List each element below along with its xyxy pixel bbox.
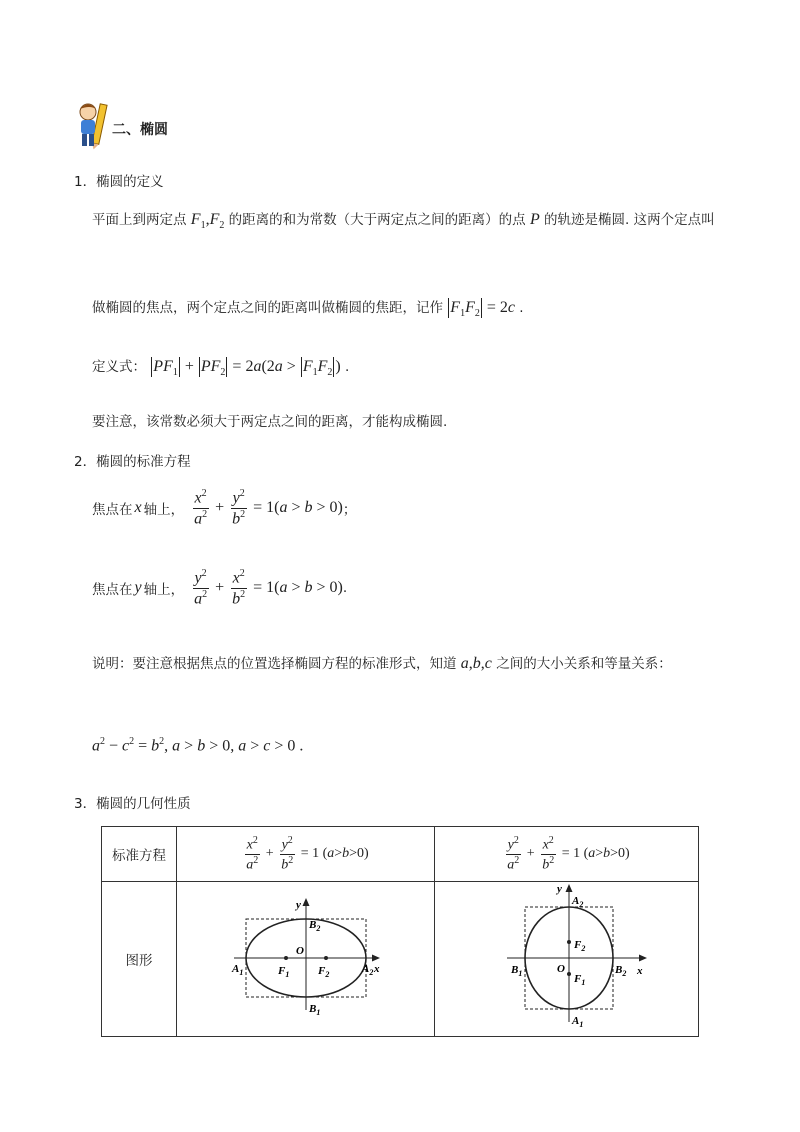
equation-x-focus: $\frac{x^2}{a^2}$ + $\frac{y^2}{b^2}$ = 1 (a>b>0) <box>177 827 435 882</box>
standard-note: 说明：要注意根据焦点的位置选择椭圆方程的标准形式，知道 a,b,c 之间的大小关系和等量关系： <box>92 655 672 672</box>
row-header-figure: 图形 <box>102 882 177 1037</box>
vertex-a1-label: $A_1$ <box>231 963 243 977</box>
x-label: x <box>373 963 379 975</box>
definition-note: 要注意，该常数必须大于两定点之间的距离，才能构成椭圆. <box>92 414 448 430</box>
row-header-equation: 标准方程 <box>102 827 177 882</box>
focus-f2 <box>567 940 571 944</box>
x-label: x <box>636 965 642 977</box>
ellipse-horizontal-figure <box>226 892 386 1022</box>
y-axis-arrow <box>565 884 572 892</box>
focus-f1 <box>567 972 571 976</box>
standard-x-axis: 焦点在 x 轴上， $\frac{x^2}{a^2}$ + $\frac{y^2}{b^2}$ = 1(a > b > 0) ； <box>92 487 357 527</box>
y-axis-arrow <box>302 898 309 906</box>
item-2-heading: 2．椭圆的标准方程 <box>74 454 191 470</box>
ellipse-vertical-figure <box>487 882 647 1032</box>
x-axis-arrow <box>372 955 380 962</box>
vertex-a2-label: $A_2$ <box>571 895 583 909</box>
vertex-b2-label: $B_2$ <box>308 919 320 933</box>
focus-f1 <box>284 956 288 960</box>
focus-f2-label: $F_2$ <box>573 939 585 953</box>
vertex-a2-label: $A_2$ <box>361 963 373 977</box>
vertex-b1-label: $B_1$ <box>308 1003 320 1017</box>
definition-formula: 定义式： $PF_1 + PF_2 = 2a(2a > F_1F_2$ ) . <box>92 358 350 379</box>
y-label: y <box>556 883 562 895</box>
focus-f1-label: $F_1$ <box>573 973 585 987</box>
vertex-b2-label: $B_2$ <box>614 964 626 978</box>
properties-table <box>101 826 699 1037</box>
definition-paragraph-1: 平面上到两定点 $F_1,F_2$ 的距离的和为常数（大于两定点之间的距离）的点 P 的轨迹是椭圆. 这两个定点叫 <box>92 211 715 232</box>
origin-label: O <box>295 945 304 957</box>
x-axis-arrow <box>639 955 647 962</box>
vertex-b1-label: $B_1$ <box>510 964 522 978</box>
y-label: y <box>295 899 301 911</box>
section-title: 二、椭圆 <box>112 122 168 138</box>
vertex-a1-label: $A_1$ <box>571 1015 583 1029</box>
focus-f1-label: $F_1$ <box>277 965 289 979</box>
item-3-heading: 3．椭圆的几何性质 <box>74 796 191 812</box>
abc-relation: $a^2 - c^2 = b^2$, a > b > 0, a > c > 0 . <box>92 736 304 755</box>
child-with-pencil-icon <box>74 100 108 150</box>
focus-f2-label: $F_2$ <box>317 965 329 979</box>
origin-label: O <box>556 963 565 975</box>
figure-x-focus-cell <box>177 882 435 1037</box>
figure-y-focus-cell <box>435 882 699 1037</box>
definition-paragraph-2: 做椭圆的焦点，两个定点之间的距离叫做椭圆的焦距，记作 $F_1F_2 = 2c$ . <box>92 299 524 320</box>
focus-f2 <box>324 956 328 960</box>
table-row <box>102 882 699 1037</box>
table-row <box>102 827 699 882</box>
item-1-heading: 1．椭圆的定义 <box>74 174 164 190</box>
standard-y-axis: 焦点在 y 轴上， $\frac{y^2}{a^2}$ + $\frac{x^2}{b^2}$ = 1(a > b > 0) . <box>92 567 348 607</box>
equation-y-focus: $\frac{y^2}{a^2}$ + $\frac{x^2}{b^2}$ = 1 (a>b>0) <box>435 827 699 882</box>
